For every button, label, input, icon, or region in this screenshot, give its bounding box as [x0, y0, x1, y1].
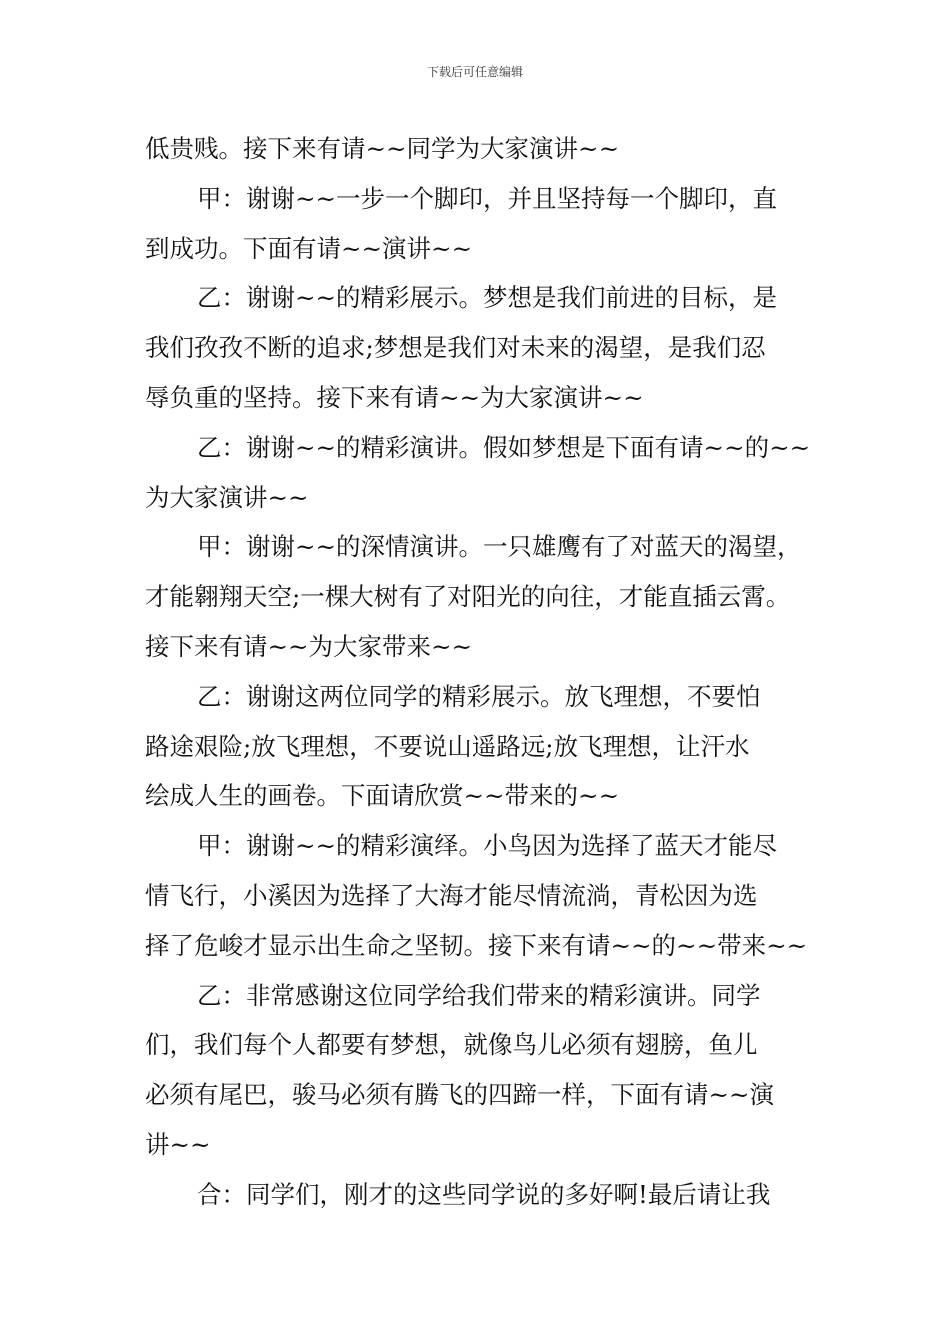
text-line: 择了危峻才显示出生命之坚韧。接下来有请~~的~~带来~~	[145, 930, 808, 960]
text-line: 乙：非常感谢这位同学给我们带来的精彩演讲。同学	[197, 980, 761, 1010]
text-line: 绘成人生的画卷。下面请欣赏~~带来的~~	[145, 781, 620, 811]
text-line: 到成功。下面有请~~演讲~~	[145, 233, 473, 263]
text-line: 辱负重的坚持。接下来有请~~为大家演讲~~	[145, 382, 644, 412]
text-line: 低贵贱。接下来有请~~同学为大家演讲~~	[145, 134, 620, 163]
text-line: 甲：谢谢~~一步一个脚印，并且坚持每一个脚印，直	[197, 183, 778, 213]
text-line: 合：同学们，刚才的这些同学说的多好啊!最后请让我	[197, 1179, 771, 1209]
text-line: 甲：谢谢~~的深情演讲。一只雄鹰有了对蓝天的渴望，	[197, 532, 802, 562]
text-line: 我们孜孜不断的追求;梦想是我们对未来的渴望，是我们忍	[145, 333, 766, 363]
text-line: 接下来有请~~为大家带来~~	[145, 631, 473, 661]
text-line: 乙：谢谢~~的精彩展示。梦想是我们前进的目标，是	[197, 283, 778, 313]
text-line: 路途艰险;放飞理想，不要说山遥路远;放飞理想，让汗水	[145, 731, 750, 761]
text-line: 乙：谢谢这两位同学的精彩展示。放飞理想，不要怕	[197, 681, 761, 711]
document-body	[145, 124, 825, 1220]
text-line: 必须有尾巴，骏马必须有腾飞的四蹄一样，下面有请~~演	[145, 1080, 775, 1110]
text-line: 讲~~	[145, 1129, 211, 1159]
text-line: 为大家演讲~~	[145, 482, 309, 512]
page-header: 下载后可任意编辑	[426, 65, 523, 79]
text-line: 才能翱翔天空;一棵大树有了对阳光的向往，才能直插云霄。	[145, 582, 791, 612]
text-line: 甲：谢谢~~的精彩演绎。小鸟因为选择了蓝天才能尽	[197, 831, 778, 861]
text-line: 情飞行，小溪因为选择了大海才能尽情流淌，青松因为选	[145, 880, 758, 910]
text-line: 们，我们每个人都要有梦想，就像鸟儿必须有翅膀，鱼儿	[145, 1030, 758, 1060]
text-line: 乙：谢谢~~的精彩演讲。假如梦想是下面有请~~的~~	[197, 432, 811, 462]
